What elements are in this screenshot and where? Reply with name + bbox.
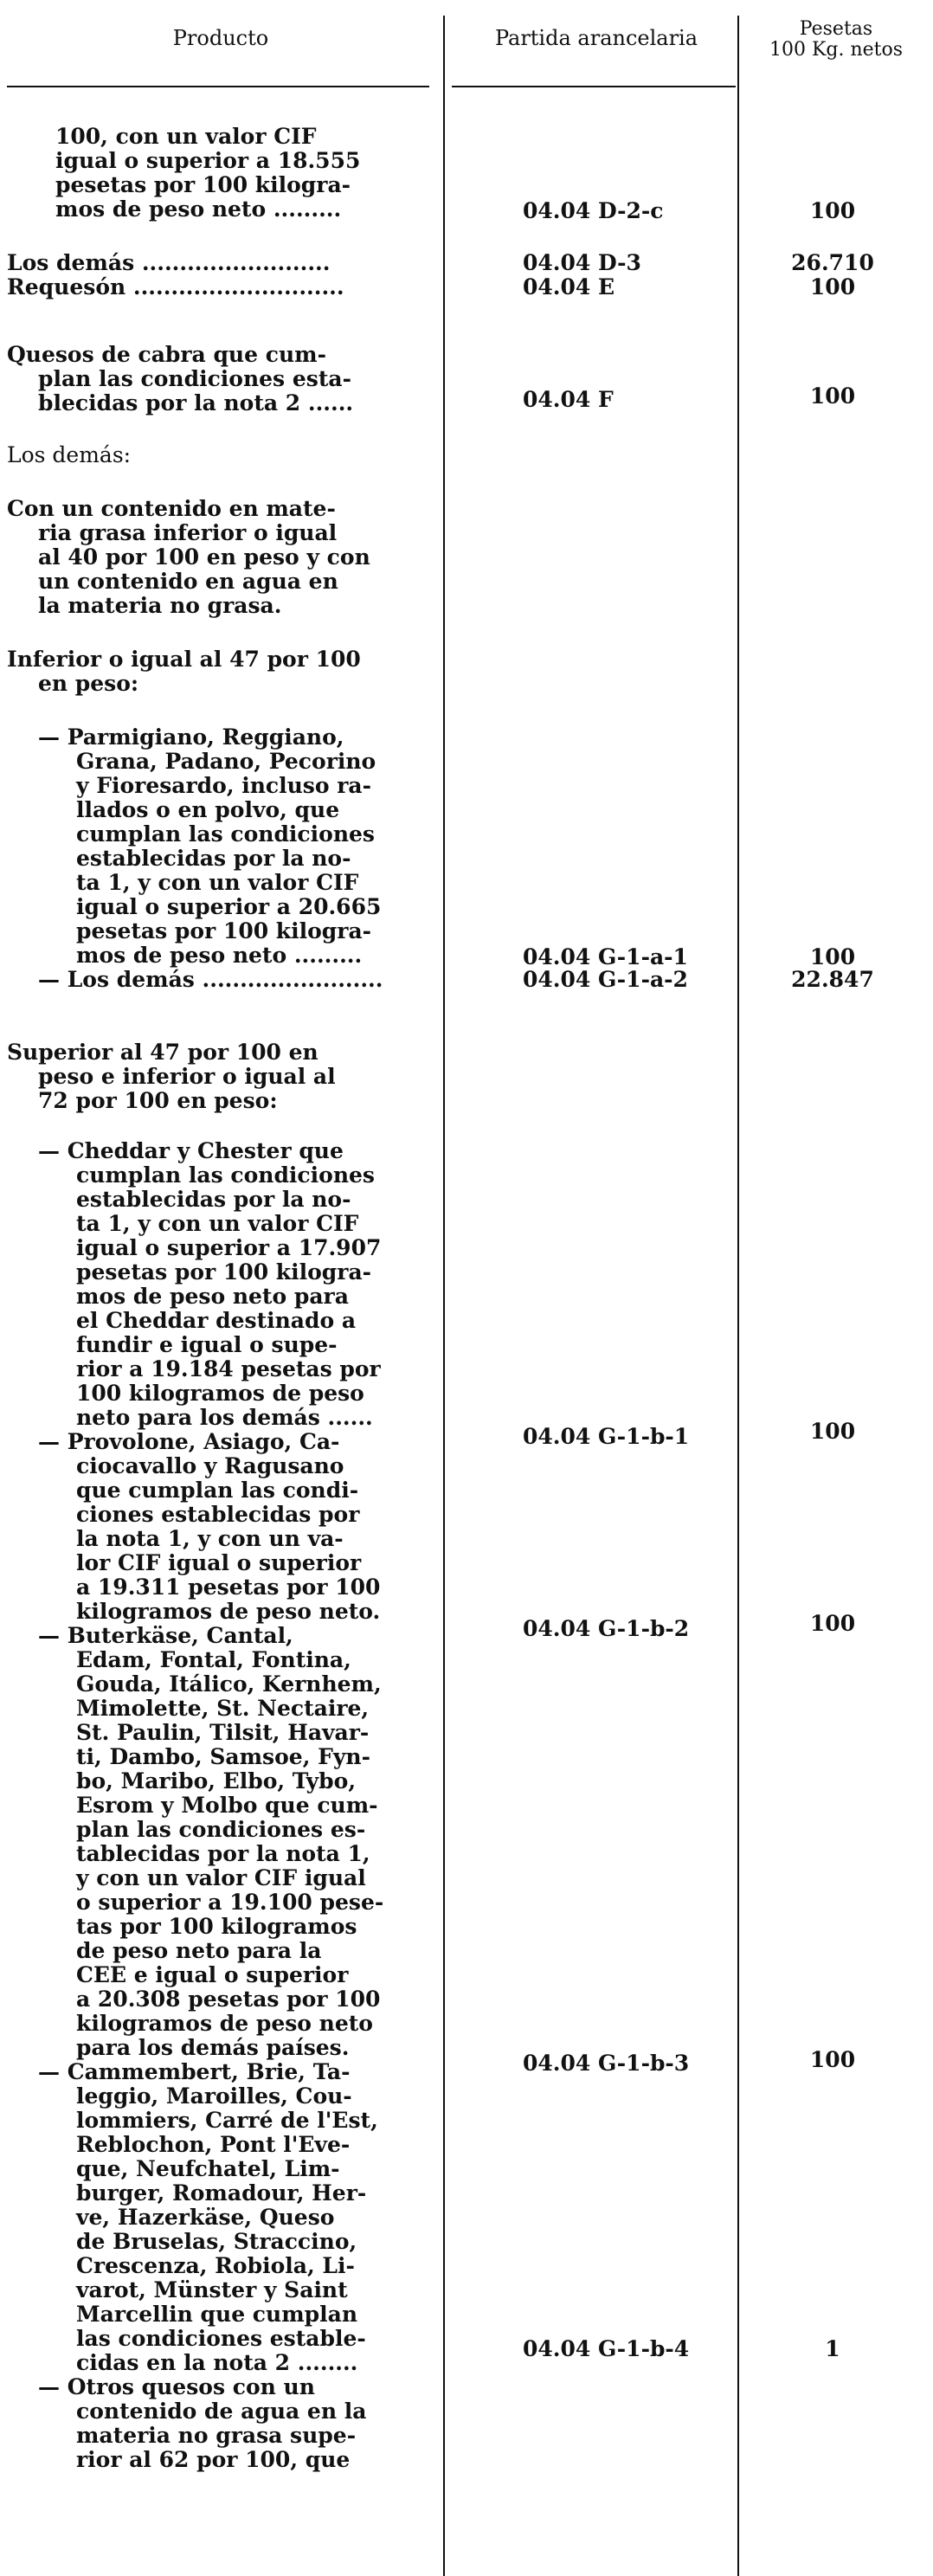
desc-line: CEE e igual o superior (76, 1962, 349, 1987)
desc-buterkase (38, 1624, 383, 2060)
desc-line: al 40 por 100 en peso y con (38, 544, 370, 570)
desc-line: tas por 100 kilogramos (76, 1914, 357, 1939)
desc-line: llados o en polvo, que (76, 797, 340, 822)
tariff-code: 04.04 G-1-b-2 (523, 1616, 690, 1641)
desc-line: — Los demás ........................ (38, 967, 383, 992)
desc-cabra (7, 343, 353, 415)
desc-line: igual o superior a 20.665 (76, 894, 382, 919)
peseta-value: 26.710 (791, 250, 874, 275)
desc-line: Gouda, Itálico, Kernhem, (76, 1671, 382, 1697)
desc-line: cumplan las condiciones (76, 821, 375, 847)
header-pesetas-line2: 100 Kg. netos (769, 39, 904, 61)
desc-line: plan las condiciones es- (76, 1817, 366, 1842)
desc-los-demas-heading (7, 443, 131, 467)
desc-line: Quesos de cabra que cum- (7, 342, 326, 367)
desc-line: cidas en la nota 2 ........ (76, 2350, 358, 2375)
desc-line: lommiers, Carré de l'Est, (76, 2108, 378, 2133)
peseta-value: 100 (809, 1419, 856, 1444)
desc-line: — Cammembert, Brie, Ta- (38, 2059, 351, 2084)
desc-line: el Cheddar destinado a (76, 1308, 357, 1333)
desc-line: Edam, Fontal, Fontina, (76, 1647, 351, 1672)
desc-line: Requesón ............................ (7, 274, 344, 299)
desc-line: Inferior o igual al 47 por 100 (7, 647, 361, 672)
desc-line: materia no grasa supe- (76, 2423, 357, 2448)
desc-line: — Parmigiano, Reggiano, (38, 724, 344, 750)
desc-line: Con un contenido en mate- (7, 496, 336, 521)
header-rule-left (7, 86, 429, 87)
desc-line: mos de peso neto ......... (76, 943, 363, 968)
desc-line: kilogramos de peso neto. (76, 1599, 381, 1624)
desc-line: Reblochon, Pont l'Eve- (76, 2132, 351, 2157)
peseta-value: 100 (809, 2047, 856, 2072)
desc-line: establecidas por la no- (76, 1187, 351, 1212)
desc-line: y Fioresardo, incluso ra- (76, 773, 372, 798)
desc-line: de Bruselas, Straccino, (76, 2229, 357, 2254)
peseta-value: 100 (809, 383, 856, 409)
desc-line: cumplan las condiciones (76, 1162, 375, 1188)
desc-line: Grana, Padano, Pecorino (76, 749, 376, 774)
desc-line: kilogramos de peso neto (76, 2011, 373, 2036)
desc-line: pesetas por 100 kilogra- (76, 1259, 372, 1285)
desc-line: fundir e igual o supe- (76, 1332, 338, 1357)
desc-line: 100 kilogramos de peso (76, 1381, 364, 1406)
desc-line: varot, Münster y Saint (76, 2277, 348, 2302)
desc-line: bo, Maribo, Elbo, Tybo, (76, 1768, 357, 1794)
tariff-code: 04.04 G-1-a-2 (523, 967, 688, 992)
desc-line: a 20.308 pesetas por 100 (76, 1987, 381, 2012)
desc-g1a2 (38, 968, 383, 992)
desc-line: — Provolone, Asiago, Ca- (38, 1429, 340, 1454)
desc-line: 100, con un valor CIF (55, 124, 317, 149)
desc-requeson (7, 275, 344, 299)
desc-line: Marcellin que cumplan (76, 2302, 358, 2327)
desc-line: ciocavallo y Ragusano (76, 1453, 344, 1478)
desc-line: — Cheddar y Chester que (38, 1138, 344, 1163)
desc-line: St. Paulin, Tilsit, Havar- (76, 1720, 370, 1745)
desc-line: ta 1, y con un valor CIF (76, 1211, 359, 1236)
desc-line: 72 por 100 en peso: (38, 1088, 278, 1113)
desc-line: mos de peso neto ......... (55, 196, 342, 222)
tariff-code: 04.04 E (523, 274, 615, 299)
desc-line: Superior al 47 por 100 en (7, 1040, 319, 1065)
desc-line: igual o superior a 18.555 (55, 148, 361, 173)
tariff-code: 04.04 G-1-a-1 (523, 944, 688, 969)
desc-line: ciones establecidas por (76, 1502, 360, 1527)
desc-line: contenido de agua en la (76, 2399, 367, 2424)
desc-cheddar (38, 1139, 381, 1430)
desc-line: Mimolette, St. Nectaire, (76, 1696, 370, 1721)
desc-line: lor CIF igual o superior (76, 1550, 362, 1575)
desc-line: a 19.311 pesetas por 100 (76, 1575, 381, 1600)
desc-line: en peso: (38, 671, 139, 696)
column-divider-2 (737, 16, 739, 2576)
desc-line: ti, Dambo, Samsoe, Fyn- (76, 1744, 370, 1769)
peseta-value: 1 (825, 2336, 840, 2361)
tariff-code: 04.04 G-1-b-3 (523, 2051, 690, 2076)
desc-cammembert (38, 2060, 378, 2375)
desc-line: neto para los demás ...... (76, 1405, 373, 1430)
desc-line: que, Neufchatel, Lim- (76, 2156, 340, 2181)
peseta-value: 100 (809, 198, 856, 223)
header-pesetas-line1: Pesetas (799, 18, 873, 40)
desc-line: igual o superior a 17.907 (76, 1235, 382, 1260)
desc-line: la nota 1, y con un va- (76, 1526, 344, 1551)
desc-line: las condiciones estable- (76, 2326, 366, 2351)
header-producto: Producto (172, 26, 269, 50)
desc-line: plan las condiciones esta- (38, 366, 351, 391)
desc-line: peso e inferior o igual al (38, 1064, 336, 1089)
header-pesetas (750, 19, 923, 61)
desc-line: Crescenza, Robiola, Li- (76, 2253, 355, 2278)
desc-line: rior a 19.184 pesetas por (76, 1356, 381, 1381)
desc-superior-47 (7, 1040, 336, 1113)
desc-line: ria grasa inferior o igual (38, 520, 338, 545)
desc-line: o superior a 19.100 pese- (76, 1890, 384, 1915)
desc-line: y con un valor CIF igual (76, 1865, 366, 1890)
desc-line: de peso neto para la (76, 1938, 322, 1963)
desc-contenido-grasa (7, 497, 370, 618)
desc-line: la materia no grasa. (38, 593, 282, 618)
desc-line: ve, Hazerkäse, Queso (76, 2205, 335, 2230)
desc-line: Los demás: (7, 442, 132, 467)
desc-inferior-47 (7, 647, 361, 696)
tariff-code: 04.04 D-2-c (523, 198, 664, 223)
column-divider-1 (443, 16, 445, 2576)
desc-line: ta 1, y con un valor CIF (76, 870, 359, 895)
tariff-code: 04.04 G-1-b-4 (523, 2336, 690, 2361)
tariff-code: 04.04 D-3 (523, 250, 641, 275)
header-rule-middle (452, 86, 736, 87)
desc-parmigiano (38, 725, 381, 968)
peseta-value: 100 (809, 274, 856, 299)
desc-line: pesetas por 100 kilogra- (55, 172, 351, 197)
desc-line: — Otros quesos con un (38, 2374, 315, 2399)
desc-line: burger, Romadour, Her- (76, 2180, 367, 2206)
desc-d3 (7, 251, 330, 275)
desc-otros-quesos (38, 2375, 366, 2472)
desc-line: tablecidas por la nota 1, (76, 1841, 370, 1866)
tariff-code: 04.04 G-1-b-1 (523, 1424, 690, 1449)
desc-provolone (38, 1430, 380, 1624)
desc-d2c (55, 125, 360, 222)
peseta-value: 22.847 (791, 967, 874, 992)
desc-line: que cumplan las condi- (76, 1478, 359, 1503)
desc-line: pesetas por 100 kilogra- (76, 918, 372, 943)
desc-line: para los demás países. (76, 2035, 350, 2060)
desc-line: mos de peso neto para (76, 1284, 349, 1309)
desc-line: blecidas por la nota 2 ...... (38, 390, 354, 415)
desc-line: leggio, Maroilles, Cou- (76, 2083, 352, 2109)
tariff-code: 04.04 F (523, 387, 614, 412)
desc-line: un contenido en agua en (38, 569, 338, 594)
desc-line: — Buterkäse, Cantal, (38, 1623, 293, 1648)
header-partida: Partida arancelaria (494, 26, 698, 50)
desc-line: establecidas por la no- (76, 846, 351, 871)
desc-line: Esrom y Molbo que cum- (76, 1793, 378, 1818)
desc-line: rior al 62 por 100, que (76, 2447, 351, 2472)
peseta-value: 100 (809, 944, 856, 969)
peseta-value: 100 (809, 1611, 856, 1636)
desc-line: Los demás ......................... (7, 250, 331, 275)
